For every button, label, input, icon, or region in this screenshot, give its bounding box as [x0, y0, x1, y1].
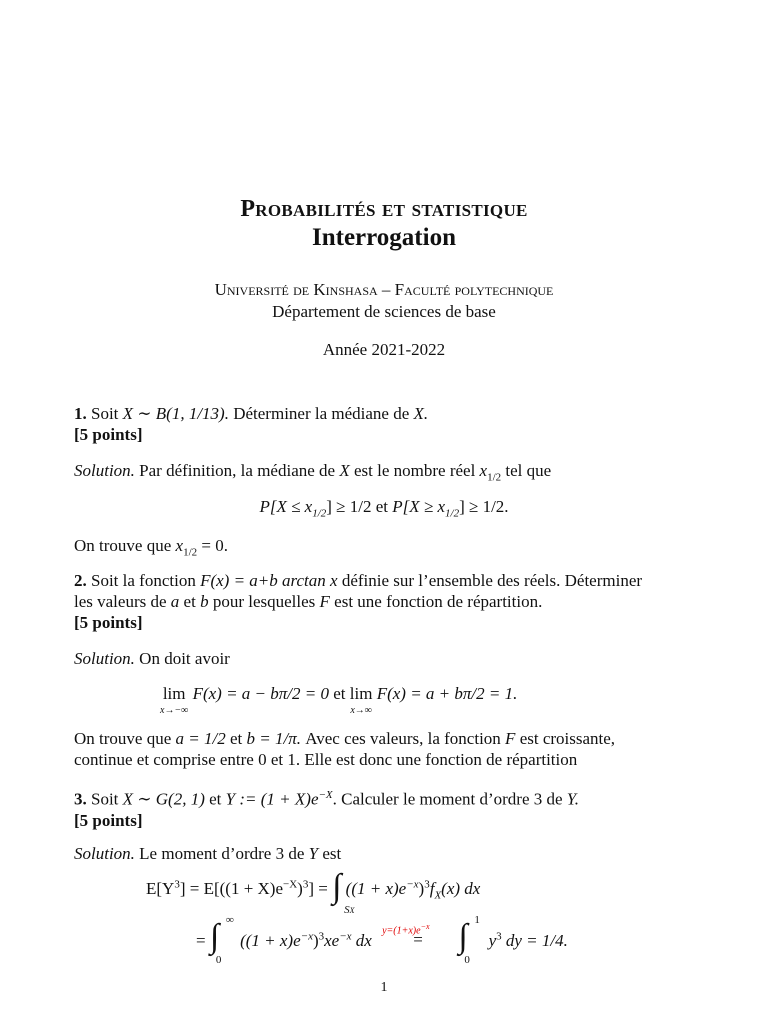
- q1-solution-intro: [74, 460, 698, 488]
- q1-variable: X.: [413, 404, 429, 423]
- eq-part: ((1 + x)e: [240, 930, 301, 950]
- q1-result-text: On trouve que: [74, 536, 172, 555]
- faculty-name: Faculté polytechnique: [394, 280, 554, 299]
- integral-sign: [332, 868, 355, 916]
- solution-label: Solution.: [74, 649, 135, 668]
- q2-sol-text: On doit avoir: [139, 649, 230, 668]
- lim-subscript: x→−∞: [160, 705, 189, 716]
- q3-text: de: [546, 789, 563, 809]
- q3-text: et: [209, 789, 222, 809]
- lim-text: lim: [162, 684, 186, 703]
- academic-year: Année 2021-2022: [322, 340, 446, 359]
- lim-subscript: x→∞: [350, 705, 372, 716]
- q3-text: . Calculer le moment d’ordre: [332, 789, 530, 809]
- question-number: 1.: [74, 404, 87, 423]
- eq-conjunction: et: [333, 684, 346, 703]
- q2-res-text: Elle est donc une fonction de répartition: [304, 750, 578, 769]
- q2-text: est une fonction de répartition.: [334, 592, 543, 611]
- q3-equation-line-1: [146, 868, 481, 916]
- q1-result-value: = 0.: [201, 536, 228, 555]
- eq-sub: 1/2: [312, 507, 327, 520]
- eq-part: P[X ≤ x: [259, 497, 313, 516]
- integral-sign: [458, 914, 484, 966]
- q3-distribution: X ∼ G(2, 1): [122, 789, 205, 809]
- q2-res-F: F: [505, 729, 516, 748]
- q3-def-sup: −X: [318, 789, 333, 801]
- eq-sup: −X: [283, 878, 298, 890]
- subst-text: y=(1+x)e: [382, 925, 421, 937]
- eq-part: y: [488, 930, 497, 950]
- q1-sol-text3: tel que: [505, 461, 552, 480]
- department-name: Département de sciences de base: [272, 302, 496, 321]
- document-title: Probabilités et statistique: [240, 196, 528, 222]
- institution-line: [0, 280, 768, 300]
- eq-subsub: X: [349, 906, 355, 915]
- lim-text: lim: [349, 684, 373, 703]
- q1-text: Soit: [91, 404, 119, 423]
- substitution-equals: [382, 920, 454, 949]
- eq-part: ] ≥ 1/2.: [459, 497, 509, 516]
- integral-sign: [209, 914, 236, 966]
- eq-part: xe: [324, 930, 340, 950]
- q2-res-b: b = 1/π.: [246, 729, 301, 748]
- eq-sup: 3: [302, 878, 309, 890]
- integral-upper: ∞: [225, 914, 234, 926]
- integral-symbol: ∫: [332, 868, 342, 905]
- eq2-final: [489, 931, 568, 950]
- question-2: [74, 570, 698, 633]
- eq-part: P[X ≥ x: [392, 497, 446, 516]
- eq-part: dx: [355, 930, 372, 950]
- q3-sol-text: est: [322, 844, 342, 863]
- solution-label: Solution.: [74, 844, 135, 863]
- q1-sol-x: X: [339, 461, 350, 480]
- q1-text2: Déterminer la médiane de: [233, 404, 410, 423]
- q2-var-a: a: [170, 592, 180, 611]
- question-1: [74, 403, 698, 445]
- eq-sup: 3: [318, 930, 325, 942]
- q2-res-text: est croissante,: [519, 729, 616, 748]
- eq-sub: S: [344, 904, 350, 916]
- eq-part: ] =: [308, 878, 328, 898]
- eq-part: (x) dx: [441, 878, 481, 898]
- q1-result-sub: 1/2: [183, 546, 198, 559]
- q2-res-one: 1.: [287, 750, 301, 769]
- question-3: [74, 785, 698, 831]
- q3-var-Y: Y.: [566, 789, 579, 809]
- q1-sol-text2: est le nombre réel: [353, 461, 476, 480]
- eq-conjunction: et: [375, 497, 389, 516]
- eq1-lhs: [146, 879, 328, 898]
- q2-solution-intro: [74, 648, 698, 669]
- eq-sup: 3: [174, 878, 180, 890]
- q2-res-text: et: [229, 729, 243, 748]
- q2-res-text: continue et comprise entre: [74, 750, 254, 769]
- integral-lower: 0: [215, 954, 222, 966]
- eq-sub: 1/2: [445, 507, 460, 520]
- eq-part: ] ≥ 1/2: [326, 497, 372, 516]
- q2-var-b: b: [200, 592, 209, 611]
- integral-symbol: ∫: [209, 918, 220, 955]
- q2-text: Soit la fonction: [91, 571, 196, 590]
- q1-median-equation: [0, 497, 768, 519]
- q2-text: les valeurs de: [74, 592, 167, 611]
- equals-sign: =: [196, 930, 206, 950]
- eq2-integrand: [240, 931, 372, 950]
- limit-operator: [350, 684, 373, 724]
- eq-part: ): [312, 930, 319, 950]
- eq-part: E[Y: [146, 878, 175, 898]
- q3-sol-text: de: [288, 844, 305, 863]
- eq-sup: −x: [300, 930, 313, 942]
- integral-upper: 1: [474, 914, 480, 926]
- integral-symbol: ∫: [458, 918, 468, 955]
- q1-distribution: X ∼ B(1, 1/13).: [122, 404, 229, 423]
- q3-sol-Y: Y: [308, 844, 319, 863]
- q3-text: Soit: [91, 789, 119, 809]
- q2-res-a: a = 1/2: [175, 729, 226, 748]
- q1-sol-median: x: [479, 461, 488, 480]
- eq-part: f: [429, 878, 435, 898]
- q3-points: [5 points]: [74, 810, 143, 830]
- lim-expression: F(x) = a − bπ/2 = 0: [192, 684, 329, 703]
- q2-limits-equation: [160, 684, 517, 724]
- eq-sup: 3: [496, 930, 502, 942]
- eq-part: dy = 1/4.: [505, 930, 568, 950]
- q2-res-text: Avec ces valeurs, la fonction: [305, 729, 501, 748]
- q1-result: [74, 535, 698, 563]
- separator-dash: –: [377, 280, 395, 299]
- q2-text: définie sur l’ensemble des réels. Déterminer: [341, 571, 643, 590]
- eq-sup: −x: [406, 878, 419, 890]
- q2-res-text: et: [270, 750, 284, 769]
- document-subtitle: Interrogation: [312, 224, 456, 251]
- q3-order: 3: [533, 789, 543, 809]
- q3-sol-order: 3: [275, 844, 285, 863]
- question-number: 3.: [74, 789, 87, 809]
- eq-part: ] = E[((1 + X)e: [179, 878, 284, 898]
- eq-sup: 3: [424, 878, 430, 890]
- q2-text: et: [183, 592, 196, 611]
- page-number: 1: [380, 980, 388, 995]
- q1-sol-text: Par définition, la médiane de: [139, 461, 336, 480]
- eq-part: ): [297, 878, 303, 898]
- eq-sub: X: [434, 889, 442, 902]
- q2-res-zero: 0: [258, 750, 267, 769]
- lim-expression: F(x) = a + bπ/2 = 1.: [376, 684, 518, 703]
- q2-points: [5 points]: [74, 613, 143, 632]
- q2-var-F: F: [319, 592, 330, 611]
- q2-function: F(x) = a+b arctan x: [200, 571, 338, 590]
- limit-operator: [160, 684, 188, 724]
- q1-sol-median-sub: 1/2: [487, 471, 502, 484]
- q1-result-x: x: [175, 536, 184, 555]
- q2-result: [74, 728, 698, 770]
- q1-points: [5 points]: [74, 425, 143, 444]
- eq-part: ): [418, 878, 425, 898]
- integral-lower: 0: [464, 954, 470, 966]
- university-name: Université de Kinshasa: [214, 280, 378, 299]
- question-number: 2.: [74, 571, 87, 590]
- q2-res-text: On trouve que: [74, 729, 172, 748]
- q3-solution-intro: [74, 843, 698, 864]
- eq-sup: −x: [339, 930, 352, 942]
- q2-text: pour lesquelles: [212, 592, 316, 611]
- q3-sol-text: Le moment d’ordre: [139, 844, 272, 863]
- solution-label: Solution.: [74, 461, 135, 480]
- eq1-rhs: [345, 878, 481, 902]
- subst-sup: −x: [420, 922, 430, 931]
- integral-domain: [344, 904, 354, 916]
- eq-part: ((1 + x)e: [345, 878, 407, 898]
- equals-sign: =: [413, 930, 423, 949]
- q3-definition: Y := (1 + X)e: [225, 789, 319, 809]
- q3-equation-line-2: [196, 914, 568, 966]
